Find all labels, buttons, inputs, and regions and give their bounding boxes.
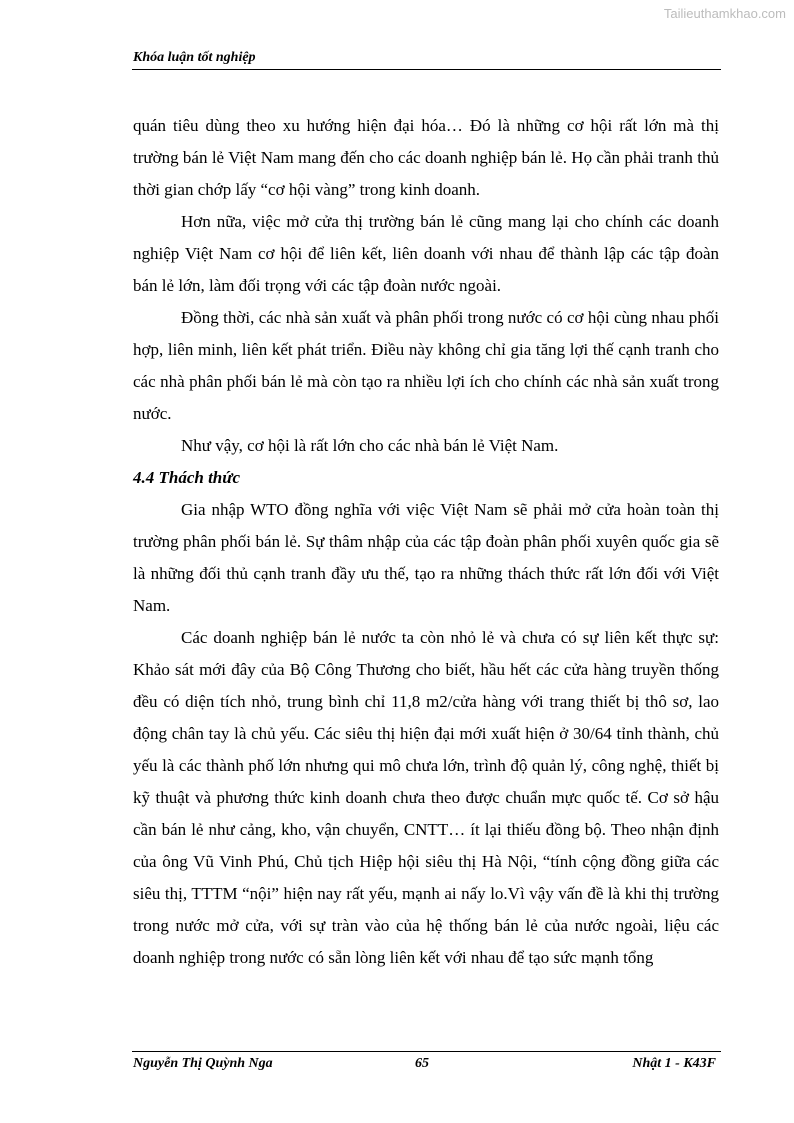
paragraph-2: Hơn nữa, việc mở cửa thị trường bán lẻ cũng mang lại cho chính các doanh nghiệp Việt Nam cơ hội để liên kết, liên doanh với nhau để thành lập các tập đoàn bán lẻ lớn, làm đối trọng với các tập đoàn nước ngoài. [133,212,719,295]
paragraph-4: Như vậy, cơ hội là rất lớn cho các nhà bán lẻ Việt Nam. [181,436,559,455]
footer-class-code: Nhật 1 - K43F [632,1056,716,1071]
document-body [133,110,719,974]
paragraph-6: Các doanh nghiệp bán lẻ nước ta còn nhỏ lẻ và chưa có sự liên kết thực sự: Khảo sát mới đây của Bộ Công Thương cho biết, hầu hết các cửa hàng truyền thống đều có diện tích nhỏ, trung bình chỉ 11,8 m2/cửa hàng với trang thiết bị thô sơ, lao động chân tay là chủ yếu. Các siêu thị hiện đại mới xuất hiện ở 30/64 tỉnh thành, chủ yếu là các thành phố lớn nhưng qui mô chưa lớn, trình độ quản lý, công nghệ, thiết bị kỹ thuật và phương thức kinh doanh chưa theo được chuẩn mực quốc tế. Cơ sở hậu cần bán lẻ như cảng, kho, vận chuyển, CNTT… ít lại thiếu đồng bộ. Theo nhận định của ông Vũ Vinh Phú, Chủ tịch Hiệp hội siêu thị Hà Nội, “tính cộng đồng giữa các siêu thị, TTTM “nội” hiện nay rất yếu, mạnh ai nấy lo.Vì vậy vấn đề là khi thị trường trong nước mở cửa, với sự tràn vào của hệ thống bán lẻ của nước ngoài, liệu các doanh nghiệp trong nước có sẵn lòng liên kết với nhau để tạo sức mạnh tổng [133,628,719,967]
paragraph-1: quán tiêu dùng theo xu hướng hiện đại hóa… Đó là những cơ hội rất lớn mà thị trường bán lẻ Việt Nam mang đến cho các doanh nghiệp bán lẻ. Họ cần phải tranh thủ thời gian chớp lấy “cơ hội vàng” trong kinh doanh. [133,116,719,199]
footer-divider [132,1051,721,1052]
page-header-title: Khóa luận tốt nghiệp [133,50,256,65]
section-heading: 4.4 Thách thức [133,468,240,487]
paragraph-5: Gia nhập WTO đồng nghĩa với việc Việt Nam sẽ phải mở cửa hoàn toàn thị trường phân phối bán lẻ. Sự thâm nhập của các tập đoàn phân phối xuyên quốc gia sẽ là những đối thủ cạnh tranh đầy ưu thế, tạo ra những thách thức rất lớn đối với Việt Nam. [133,500,719,615]
footer-author: Nguyễn Thị Quỳnh Nga [133,1056,273,1071]
paragraph-3: Đồng thời, các nhà sản xuất và phân phối trong nước có cơ hội cùng nhau phối hợp, liên minh, liên kết phát triển. Điều này không chỉ gia tăng lợi thế cạnh tranh cho các nhà phân phối bán lẻ mà còn tạo ra nhiều lợi ích cho chính các nhà sản xuất trong nước. [133,308,719,423]
watermark: Tailieuthamkhao.com [663,6,786,21]
footer-page-number: 65 [415,1056,429,1071]
header-divider [132,69,721,70]
